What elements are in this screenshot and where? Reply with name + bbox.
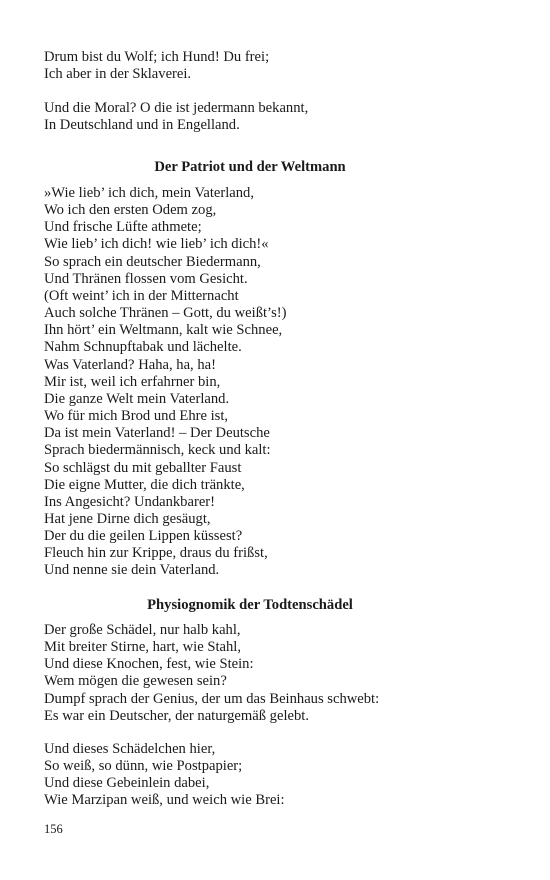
verse-line: Und nenne sie dein Vaterland. — [44, 562, 220, 579]
verse-line: Mit breiter Stirne, hart, wie Stahl, — [44, 639, 241, 656]
verse-line: Wo ich den ersten Odem zog, — [44, 202, 217, 219]
verse-line: Nahm Schnupftabak und lächelte. — [44, 339, 242, 356]
verse-line: Wie lieb’ ich dich! wie lieb’ ich dich!« — [44, 236, 269, 253]
verse-line: Fleuch hin zur Krippe, draus du frißst, — [44, 545, 268, 562]
verse-line: Und frische Lüfte athmete; — [44, 219, 202, 236]
verse-line: Mir ist, weil ich erfahrner bin, — [44, 373, 221, 390]
verse-line: Hat jene Dirne dich gesäugt, — [44, 510, 211, 527]
verse-line: Drum bist du Wolf; ich Hund! Du frei; — [44, 49, 270, 65]
verse-line: So weiß, so dünn, wie Postpapier; — [44, 758, 243, 775]
poem-physiognomik-stanza-2 — [44, 741, 285, 810]
verse-line: Die ganze Welt mein Vaterland. — [44, 390, 230, 407]
verse-line: So schlägst du mit geballter Faust — [44, 459, 242, 476]
verse-line: Es war ein Deutscher, der naturgemäß gelebt. — [44, 707, 309, 724]
poem-title-patriot: Der Patriot und der Weltmann — [154, 159, 346, 175]
verse-line: Der du die geilen Lippen küssest? — [44, 528, 243, 545]
verse-line: »Wie lieb’ ich dich, mein Vaterland, — [44, 185, 255, 201]
verse-line: Auch solche Thränen – Gott, du weißt’s!) — [44, 305, 287, 322]
verse-line: Ihn hört’ ein Weltmann, kalt wie Schnee, — [44, 322, 283, 339]
verse-line: Der große Schädel, nur halb kahl, — [44, 622, 241, 638]
verse-line: Und die Moral? O die ist jedermann bekannt, — [44, 100, 309, 116]
fable-closing-stanza-1 — [44, 49, 269, 83]
verse-line: Da ist mein Vaterland! – Der Deutsche — [44, 425, 270, 442]
verse-line: Wie Marzipan weiß, und weich wie Brei: — [44, 792, 285, 809]
verse-line: In Deutschland und in Engelland. — [44, 117, 240, 134]
verse-line: (Oft weint’ ich in der Mitternacht — [44, 287, 239, 304]
fable-closing-stanza-2 — [44, 100, 308, 134]
verse-line: Wem mögen die gewesen sein? — [44, 673, 227, 690]
page-number: 156 — [44, 822, 63, 836]
poem-body-patriot — [44, 185, 287, 580]
verse-line: Sprach biedermännisch, keck und kalt: — [44, 442, 271, 459]
verse-line: Was Vaterland? Haha, ha, ha! — [44, 356, 216, 373]
verse-line: Und Thränen flossen vom Gesicht. — [44, 270, 248, 287]
verse-line: Wo für mich Brod und Ehre ist, — [44, 408, 229, 425]
poem-physiognomik-stanza-1 — [44, 622, 379, 725]
verse-line: Und diese Gebeinlein dabei, — [44, 775, 210, 792]
verse-line: Ins Angesicht? Undankbarer! — [44, 493, 216, 510]
verse-line: Ich aber in der Sklaverei. — [44, 66, 192, 83]
poem-title-physiognomik: Physiognomik der Todtenschädel — [147, 597, 353, 613]
verse-line: Dumpf sprach der Genius, der um das Beinhaus schwebt: — [44, 690, 380, 707]
verse-line: Die eigne Mutter, die dich tränkte, — [44, 476, 245, 493]
verse-line: So sprach ein deutscher Biedermann, — [44, 253, 261, 270]
verse-line: Und dieses Schädelchen hier, — [44, 741, 216, 757]
verse-line: Und diese Knochen, fest, wie Stein: — [44, 656, 254, 673]
